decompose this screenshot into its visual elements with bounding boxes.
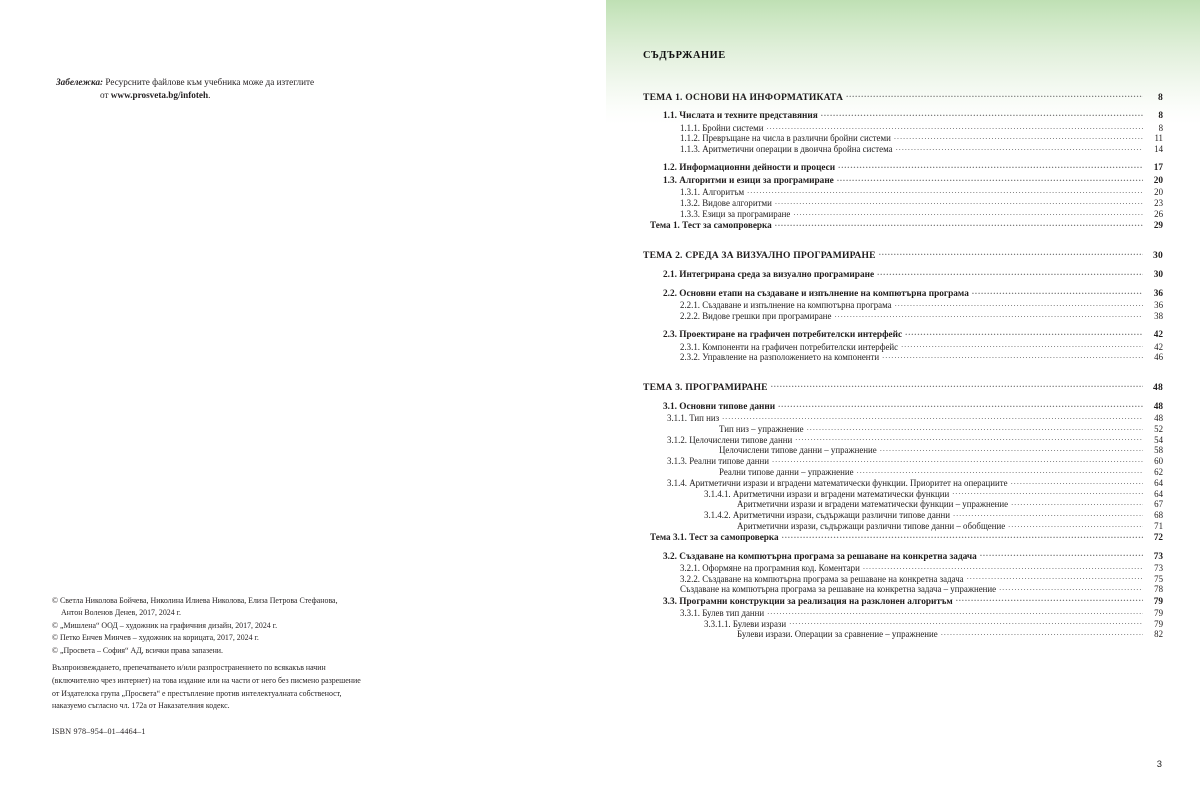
toc-entry-page: 30: [1153, 249, 1163, 261]
toc-entry-page: 73: [1154, 562, 1163, 573]
toc-entry-page: 20: [1153, 176, 1163, 187]
toc-entry[interactable]: [643, 423, 1163, 434]
toc-leader-dots: [980, 549, 1143, 558]
toc-entry-page: 46: [1154, 352, 1163, 363]
gutter-mask: [600, 0, 606, 124]
toc-entry-number: 1.3.: [663, 176, 680, 187]
toc-leader-dots: [905, 328, 1143, 337]
toc-entry-list: [643, 77, 1163, 639]
toc-leader-dots: [821, 109, 1143, 118]
toc-entry-title: Компоненти на графичен потребителски интерфейс: [702, 341, 899, 352]
copyright-line: © Светла Николова Бойчева, Николина Илиева Николова, Елиза Петрова Стефанова,: [52, 596, 338, 605]
toc-leader-dots: [895, 300, 1143, 309]
copyright-line: © „Просвета – София“ АД, всички права запазени.: [52, 645, 223, 655]
toc-entry[interactable]: [643, 466, 1163, 477]
toc-entry-title: Езици за програмиране: [702, 208, 791, 219]
toc-entry-page: 82: [1154, 629, 1163, 640]
toc-entry[interactable]: [643, 174, 1163, 187]
toc-entry[interactable]: [643, 109, 1163, 122]
toc-entry[interactable]: [643, 122, 1163, 133]
toc-leader-dots: [863, 562, 1143, 571]
toc-leader-dots: [837, 174, 1143, 183]
toc-entry-number: 1.3.2.: [680, 198, 703, 209]
toc-entry[interactable]: [643, 562, 1163, 573]
toc-leader-dots: [722, 412, 1143, 421]
toc-entry-number: 1.1.3.: [680, 144, 703, 155]
toc-entry[interactable]: [643, 208, 1163, 219]
toc-leader-dots: [880, 444, 1143, 453]
toc-entry[interactable]: [643, 412, 1163, 423]
toc-entry-page: 36: [1153, 289, 1163, 300]
page-title: СЪДЪРЖАНИЕ: [643, 50, 726, 61]
toc-entry-page: 71: [1154, 520, 1163, 531]
toc-entry-title: Тест за самопроверка: [689, 532, 779, 543]
toc-entry-number: 3.1.2.: [667, 434, 690, 445]
toc-entry[interactable]: [643, 197, 1163, 208]
toc-entry-page: 30: [1153, 269, 1163, 280]
toc-leader-dots: [879, 248, 1143, 258]
toc-leader-dots: [766, 122, 1143, 131]
toc-entry-page: 79: [1153, 596, 1163, 607]
toc-entry-title: Бройни системи: [702, 122, 764, 133]
toc-entry-page: 48: [1154, 412, 1163, 423]
toc-entry-title: Интегрирана среда за визуално програмиране: [679, 269, 875, 280]
toc-entry-page: 52: [1154, 423, 1163, 434]
toc-spacer: [643, 280, 1163, 287]
toc-entry-number: 3.1.3.: [667, 456, 690, 467]
toc-entry-title: Целочислени типове данни – упражнение: [719, 445, 877, 456]
toc-entry-page: 42: [1153, 330, 1163, 341]
toc-entry-number: 2.1.: [663, 269, 680, 280]
toc-entry-page: 42: [1154, 341, 1163, 352]
toc-leader-dots: [795, 434, 1143, 443]
toc-entry-number: 3.2.2.: [680, 573, 703, 584]
toc-leader-dots: [877, 267, 1143, 276]
toc-leader-dots: [782, 531, 1143, 540]
toc-entry-page: 64: [1154, 488, 1163, 499]
toc-spacer: [643, 102, 1163, 109]
toc-entry-title: Реални типове данни: [689, 456, 770, 467]
toc-entry-number: ТЕМА 1.: [643, 91, 686, 103]
toc-entry-title: Аритметични изрази, съдържащи различни типове данни – обобщение: [737, 520, 1006, 531]
toc-entry-number: 1.1.1.: [680, 122, 703, 133]
toc-entry-number: 3.2.: [663, 551, 680, 562]
toc-entry[interactable]: [643, 509, 1163, 520]
toc-entry[interactable]: [643, 219, 1163, 230]
toc-entry-title: Създаване на компютърна програма за решаване на конкретна задача: [702, 573, 964, 584]
toc-entry-title: Булев тип данни: [702, 607, 765, 618]
toc-leader-dots: [953, 509, 1143, 518]
toc-entry-page: 58: [1154, 445, 1163, 456]
toc-spacer: [643, 77, 1163, 90]
toc-entry-page: 64: [1154, 477, 1163, 488]
toc-leader-dots: [793, 208, 1143, 217]
toc-leader-dots: [952, 488, 1143, 497]
copyright-line: © Петко Енчев Минчев – художник на корицата, 2017, 2024 г.: [52, 633, 259, 643]
toc-entry-number: ТЕМА 3.: [643, 381, 686, 393]
toc-entry-page: 78: [1154, 584, 1163, 595]
toc-entry-page: 8: [1158, 91, 1163, 103]
toc-entry-title: Тип низ: [689, 412, 720, 423]
toc-entry-number: 2.3.2.: [680, 352, 703, 363]
toc-entry-number: 1.3.1.: [680, 187, 703, 198]
toc-entry-number: 3.3.1.1.: [704, 618, 733, 629]
toc-entry-title: СРЕДА ЗА ВИЗУАЛНО ПРОГРАМИРАНЕ: [685, 249, 876, 261]
toc-leader-dots: [941, 628, 1143, 637]
toc-entry-title: Основни етапи на създаване и изпълнение на компютърна програма: [679, 289, 969, 300]
toc-entry[interactable]: [643, 583, 1163, 594]
toc-spacer: [643, 542, 1163, 549]
toc-entry-title: Реални типове данни – упражнение: [719, 466, 854, 477]
toc-entry[interactable]: [643, 498, 1163, 509]
toc-leader-dots: [956, 594, 1143, 603]
toc-entry-title: Управление на разположението на компоненти: [702, 352, 880, 363]
toc-leader-dots: [789, 618, 1143, 627]
toc-leader-dots: [834, 310, 1143, 319]
toc-entry[interactable]: [643, 520, 1163, 531]
toc-entry-title: Числата и техните представяния: [679, 111, 818, 122]
toc-leader-dots: [778, 399, 1143, 408]
toc-entry-title: Тип низ – упражнение: [719, 423, 804, 434]
toc-entry[interactable]: [643, 628, 1163, 639]
toc-leader-dots: [901, 341, 1143, 350]
toc-spacer: [643, 321, 1163, 328]
toc-entry-title: Създаване на компютърна програма за решаване на конкретна задача – упражнение: [680, 584, 997, 595]
toc-entry-title: Булеви изрази. Операции за сравнение – упражнение: [737, 629, 938, 640]
toc-entry-title: Видове грешки при програмиране: [702, 311, 832, 322]
toc-entry-number: 1.1.: [663, 111, 680, 122]
toc-entry-page: 54: [1154, 434, 1163, 445]
toc-entry-title: Основни типове данни: [679, 401, 776, 412]
toc-entry[interactable]: [643, 143, 1163, 154]
toc-entry[interactable]: [643, 477, 1163, 488]
toc-entry[interactable]: [643, 161, 1163, 174]
isbn: ISBN 978–954–01–4464–1: [52, 727, 146, 736]
toc-entry-title: Аритметични изрази, съдържащи различни типове данни: [732, 510, 951, 521]
toc-leader-dots: [896, 143, 1143, 152]
toc-entry-title: Програмни конструкции за реализация на разклонен алгоритъм: [679, 596, 953, 607]
toc-leader-dots: [1011, 498, 1143, 507]
toc-entry-page: 62: [1154, 466, 1163, 477]
toc-leader-dots: [775, 219, 1143, 228]
toc-entry-page: 48: [1153, 381, 1163, 393]
toc-entry-title: Алгоритми и езици за програмиране: [679, 176, 834, 187]
toc-entry-title: Създаване и изпълнение на компютърна програма: [702, 300, 892, 311]
legal-line: (включително чрез интернет) на това издание или на части от него без писмено разрешение: [52, 675, 361, 685]
toc-entry[interactable]: [643, 455, 1163, 466]
legal-line: от Издателска група „Просвета“ е престъпление против интелектуалната собственост,: [52, 688, 342, 698]
toc-leader-dots: [972, 287, 1143, 296]
toc-entry-page: 36: [1154, 300, 1163, 311]
toc-entry-title: Информационни дейности и процеси: [679, 163, 836, 174]
toc-entry-title: Целочислени типове данни: [689, 434, 793, 445]
toc-entry-page: 48: [1153, 401, 1163, 412]
toc-entry-page: 26: [1154, 208, 1163, 219]
resource-note-line-1: [56, 76, 386, 89]
toc-entry[interactable]: [643, 618, 1163, 629]
toc-entry[interactable]: [643, 573, 1163, 584]
toc-entry-number: 3.1.: [663, 401, 680, 412]
toc-entry-page: 68: [1154, 510, 1163, 521]
toc-entry-number: 3.1.4.1.: [704, 488, 733, 499]
legal-notice: [52, 662, 442, 713]
toc-leader-dots: [838, 161, 1143, 170]
toc-entry[interactable]: [643, 310, 1163, 321]
toc-leader-dots: [857, 466, 1143, 475]
toc-leader-dots: [1011, 477, 1143, 486]
toc-entry-title: Проектиране на графичен потребителски интерфейс: [679, 330, 903, 341]
table-of-contents: [643, 50, 1163, 639]
toc-entry[interactable]: [643, 300, 1163, 311]
toc-entry[interactable]: [643, 380, 1163, 392]
toc-leader-dots: [767, 607, 1143, 616]
toc-entry-number: ТЕМА 2.: [643, 249, 686, 261]
toc-entry[interactable]: [643, 248, 1163, 260]
toc-entry-title: Аритметични изрази и вградени математически функции – упражнение: [737, 499, 1009, 510]
toc-leader-dots: [999, 583, 1143, 592]
toc-entry-page: 67: [1154, 499, 1163, 510]
toc-entry-title: Оформяне на програмния код. Коментари: [702, 562, 860, 573]
toc-entry-title: Аритметични операции в двоична бройна система: [702, 144, 893, 155]
toc-spacer: [643, 392, 1163, 399]
toc-entry[interactable]: [643, 90, 1163, 102]
toc-leader-dots: [894, 133, 1143, 142]
resource-note: [56, 76, 386, 103]
toc-entry-page: 60: [1154, 456, 1163, 467]
toc-entry-page: 17: [1153, 163, 1163, 174]
toc-entry[interactable]: [643, 607, 1163, 618]
toc-entry-title: Превръщане на числа в различни бройни системи: [702, 133, 891, 144]
toc-entry[interactable]: [643, 133, 1163, 144]
toc-entry[interactable]: [643, 444, 1163, 455]
toc-entry-number: 2.2.: [663, 289, 680, 300]
note-prefix: от: [100, 90, 111, 101]
toc-entry-title: Аритметични изрази и вградени математически функции: [732, 488, 950, 499]
legal-line: Възпроизвеждането, препечатването и/или разпространението по всякакъв начин: [52, 663, 326, 672]
page-number: 3: [1156, 758, 1162, 769]
toc-entry-number: 3.1.4.: [667, 477, 690, 488]
toc-entry[interactable]: [643, 287, 1163, 300]
toc-entry-title: ПРОГРАМИРАНЕ: [685, 381, 768, 393]
toc-entry-number: 2.2.1.: [680, 300, 703, 311]
toc-entry[interactable]: [643, 549, 1163, 562]
toc-leader-dots: [775, 197, 1143, 206]
toc-entry-page: 14: [1154, 144, 1163, 155]
toc-entry[interactable]: [643, 328, 1163, 341]
toc-entry-page: 72: [1153, 532, 1163, 543]
toc-entry-title: Алгоритъм: [702, 187, 745, 198]
copyright-block: [52, 595, 432, 657]
toc-entry[interactable]: [643, 434, 1163, 445]
toc-entry-title: Видове алгоритми: [702, 198, 772, 209]
toc-leader-dots: [882, 352, 1143, 361]
resource-note-line-2: [100, 89, 386, 102]
toc-entry-page: 23: [1154, 198, 1163, 209]
toc-leader-dots: [747, 186, 1143, 195]
toc-entry-number: 2.3.1.: [680, 341, 703, 352]
toc-entry-number: 1.3.3.: [680, 208, 703, 219]
legal-line: наказуемо съгласно чл. 172а от Наказателния кодекс.: [52, 701, 230, 711]
toc-entry-number: 2.3.: [663, 330, 680, 341]
toc-entry-number: 3.3.: [663, 596, 680, 607]
copyright-line: © „Мишлена“ ООД – художник на графичния дизайн, 2017, 2024 г.: [52, 620, 278, 630]
right-page: [600, 0, 1200, 807]
toc-entry-number: Тема 1.: [650, 219, 683, 230]
note-text: Ресурсните файлове към учебника може да изтеглите: [103, 77, 315, 87]
toc-entry-title: Тест за самопроверка: [682, 219, 772, 230]
toc-entry-page: 8: [1158, 122, 1163, 133]
toc-entry-page: 38: [1154, 311, 1163, 322]
copyright-line: Антон Воленов Денев, 2017, 2024 г.: [61, 608, 181, 618]
toc-entry-number: 1.2.: [663, 163, 680, 174]
toc-entry-page: 20: [1154, 187, 1163, 198]
toc-entry-number: 1.1.2.: [680, 133, 703, 144]
toc-leader-dots: [772, 455, 1143, 464]
toc-entry[interactable]: [643, 531, 1163, 542]
toc-spacer: [643, 362, 1163, 380]
toc-leader-dots: [771, 380, 1143, 390]
toc-leader-dots: [846, 90, 1143, 100]
toc-entry-title: Създаване на компютърна програма за решаване на конкретна задача: [679, 551, 977, 562]
toc-entry-title: ОСНОВИ НА ИНФОРМАТИКАТА: [685, 91, 844, 103]
toc-spacer: [643, 230, 1163, 248]
toc-entry-page: 73: [1153, 551, 1163, 562]
toc-entry-page: 8: [1158, 111, 1163, 122]
toc-entry-number: 3.1.1.: [667, 412, 690, 423]
toc-entry-number: 3.2.1.: [680, 562, 703, 573]
toc-entry-page: 29: [1153, 219, 1163, 230]
toc-entry-number: Тема 3.1.: [650, 532, 690, 543]
toc-entry-number: 3.1.4.2.: [704, 510, 733, 521]
toc-entry[interactable]: [643, 488, 1163, 499]
toc-entry-page: 11: [1154, 133, 1163, 144]
toc-entry[interactable]: [643, 594, 1163, 607]
toc-entry[interactable]: [643, 186, 1163, 197]
note-suffix: .: [208, 90, 211, 101]
toc-entry-title: Аритметични изрази и вградени математически функции. Приоритет на операциите: [689, 477, 1008, 488]
toc-entry-page: 79: [1154, 618, 1163, 629]
note-label: Забележка:: [56, 77, 104, 87]
toc-entry-page: 79: [1154, 607, 1163, 618]
toc-entry[interactable]: [643, 267, 1163, 280]
toc-spacer: [643, 154, 1163, 161]
toc-entry-number: 2.2.2.: [680, 311, 703, 322]
toc-leader-dots: [1008, 520, 1143, 529]
toc-leader-dots: [967, 573, 1143, 582]
toc-entry-title: Булеви изрази: [732, 618, 787, 629]
toc-entry[interactable]: [643, 341, 1163, 352]
toc-leader-dots: [807, 423, 1143, 432]
toc-spacer: [643, 260, 1163, 267]
toc-entry[interactable]: [643, 399, 1163, 412]
toc-entry-page: 75: [1154, 573, 1163, 584]
toc-entry-number: 3.3.1.: [680, 607, 703, 618]
toc-entry[interactable]: [643, 352, 1163, 363]
resource-url[interactable]: www.prosveta.bg/infoteh: [110, 90, 209, 101]
